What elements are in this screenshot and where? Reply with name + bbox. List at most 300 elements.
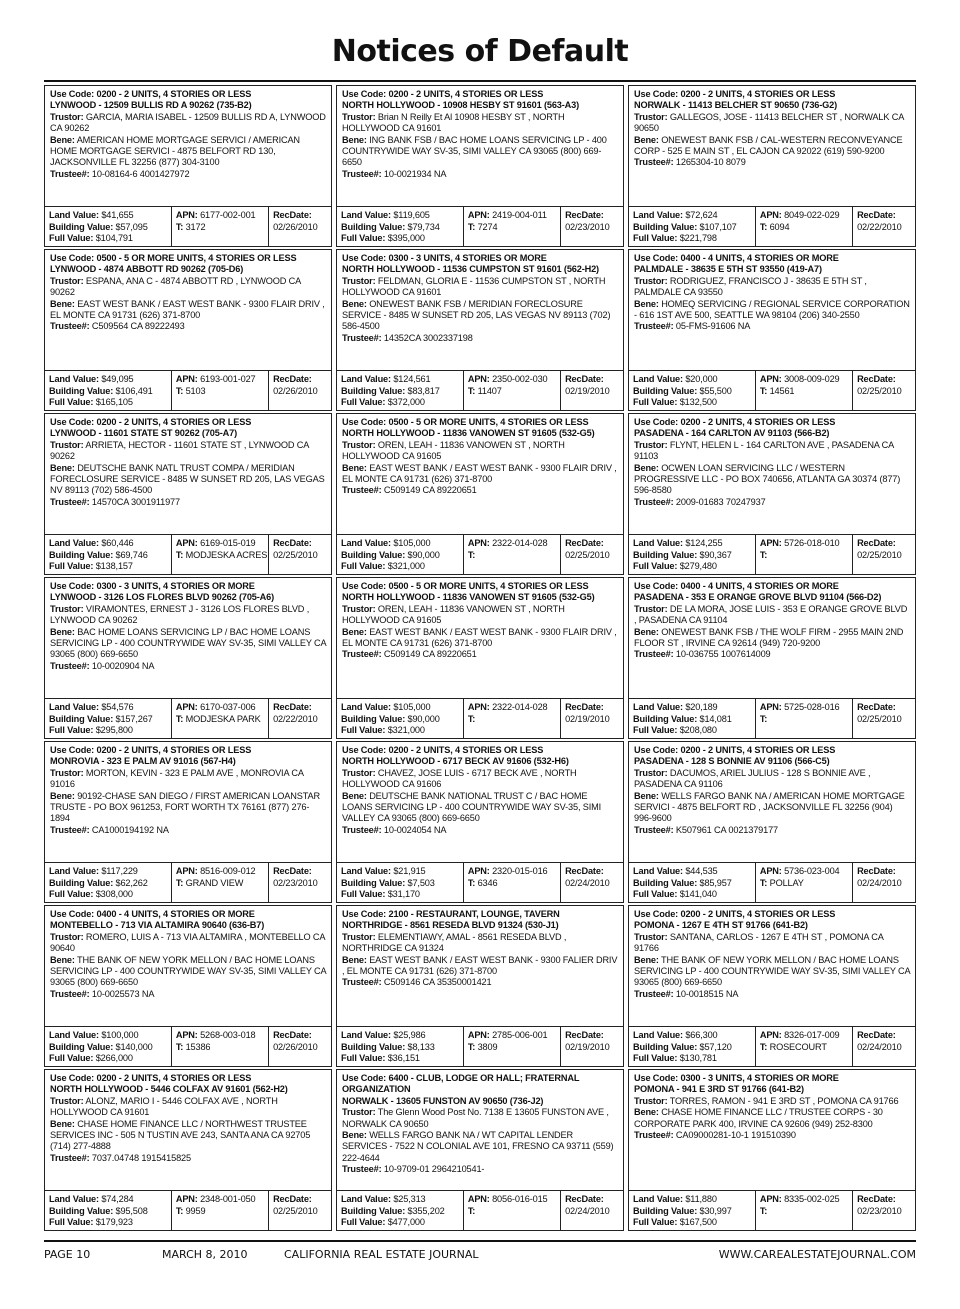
- values-cell: [629, 207, 755, 246]
- building-value-label: Building Value:: [341, 221, 406, 232]
- notice-body: [337, 1070, 623, 1190]
- use-code: Use Code: 2100 - RESTAURANT, LOUNGE, TAVERN: [342, 909, 560, 919]
- recdate-value: 02/19/2010: [565, 385, 610, 396]
- apn-line: [176, 702, 265, 714]
- apn-label: APN:: [175, 702, 198, 712]
- trustor-value: ELEMENTIAWY, AMAL - 8561 RESEDA BLVD , NORTHRIDGE CA 91324: [342, 931, 567, 954]
- beneficiary-value: THE BANK OF NEW YORK MELLON / BAC HOME LOANS SERVICING LP - 400 COUNTRYWIDE WAY SV-35, SIMI VALLEY CA 93065 (800) 669-6650: [634, 954, 910, 988]
- recdate-value: 02/25/2010: [273, 549, 318, 560]
- apn-label: APN:: [759, 1194, 782, 1204]
- beneficiary-label: Bene:: [342, 462, 367, 473]
- land-value-line: [633, 538, 752, 550]
- tract-line: [760, 878, 849, 890]
- building-value: $90,367: [699, 549, 732, 560]
- trustee-number-line: [634, 497, 910, 508]
- building-value-line: [633, 1042, 752, 1054]
- apn-line: [760, 374, 849, 386]
- value-table: [629, 534, 915, 574]
- trustor-line: [342, 932, 618, 955]
- values-cell: [337, 863, 463, 902]
- apn-cell: [755, 1027, 852, 1066]
- beneficiary-line: [50, 1119, 326, 1153]
- values-cell: [337, 207, 463, 246]
- land-value: $105,000: [393, 538, 431, 548]
- beneficiary-line: [50, 627, 326, 661]
- trustee-number-line: [634, 649, 910, 660]
- trustor-line: [50, 932, 326, 955]
- trustor-value: SANTANA, CARLOS - 1267 E 4TH ST , POMONA CA 91766: [634, 931, 884, 954]
- tract-value: ROSECOURT: [769, 1041, 827, 1052]
- apn-label: APN:: [759, 210, 782, 220]
- land-value: $41,655: [101, 210, 134, 220]
- apn-label: APN:: [759, 866, 782, 876]
- notice-body: [337, 250, 623, 370]
- trustor-line: [634, 112, 910, 135]
- recdate-value: 02/22/2010: [273, 713, 318, 724]
- building-value: $57,095: [115, 221, 148, 232]
- full-value-line: [49, 233, 168, 245]
- trustor-line: [634, 768, 910, 791]
- tract-value: MODJESKA ACRES: [185, 549, 268, 560]
- apn-label: APN:: [467, 374, 490, 384]
- recdate-cell: [268, 535, 331, 574]
- property-address: LYNWOOD - 3126 LOS FLORES BLVD 90262 (705-A6): [50, 592, 275, 603]
- notice-card: [628, 741, 916, 903]
- trustor-line: [50, 440, 326, 463]
- property-address: NORTH HOLLYWOOD - 11836 VANOWEN ST 91605 (532-G5): [342, 428, 595, 439]
- trustor-value: CHAVEZ, JOSE LUIS - 6717 BECK AVE , NORTH HOLLYWOOD CA 91606: [342, 767, 577, 790]
- land-value-label: Land Value:: [341, 702, 391, 712]
- land-value: $49,095: [101, 374, 134, 384]
- apn-line: [760, 538, 849, 550]
- building-value-label: Building Value:: [341, 385, 406, 396]
- land-value-line: [341, 538, 460, 550]
- apn-label: APN:: [175, 1194, 198, 1204]
- trustee-number-value: C509149 CA 89220651: [383, 485, 477, 496]
- beneficiary-line: [634, 135, 910, 158]
- apn-value: 5726-018-010: [784, 538, 840, 548]
- trustee-number-value: 7037.04748 1915415825: [91, 1152, 191, 1163]
- trustor-label: Trustor:: [634, 1095, 668, 1106]
- beneficiary-line: [342, 791, 618, 825]
- full-value-label: Full Value:: [633, 1217, 678, 1228]
- beneficiary-line: [634, 627, 910, 650]
- value-table: [629, 698, 915, 738]
- apn-cell: [755, 699, 852, 738]
- beneficiary-line: [342, 955, 618, 978]
- use-code: Use Code: 0500 - 5 OR MORE UNITS, 4 STORIES OR LESS: [50, 253, 297, 263]
- trustor-label: Trustor:: [634, 275, 668, 286]
- land-value: $25,986: [393, 1030, 426, 1040]
- trustor-label: Trustor:: [342, 931, 376, 942]
- apn-line: [468, 1194, 557, 1206]
- footer-rule: [44, 1240, 916, 1242]
- recdate-value: 02/24/2010: [857, 877, 902, 888]
- apn-line: [176, 210, 265, 222]
- apn-cell: [171, 699, 268, 738]
- apn-cell: [463, 207, 560, 246]
- apn-cell: [463, 535, 560, 574]
- trustee-number-value: CA09000281-10-1 191510390: [675, 1130, 796, 1141]
- recdate-cell: [852, 371, 915, 410]
- notice-column: [44, 85, 332, 1231]
- notice-column: [336, 85, 624, 1231]
- values-cell: [337, 535, 463, 574]
- values-cell: [629, 535, 755, 574]
- value-table: [45, 206, 331, 246]
- beneficiary-label: Bene:: [342, 790, 367, 801]
- trustor-value: RODRIGUEZ, FRANCISCO J - 38635 E 5TH ST , PALMDALE CA 93550: [634, 275, 867, 298]
- land-value: $124,255: [685, 538, 723, 548]
- value-table: [45, 862, 331, 902]
- apn-line: [468, 702, 557, 714]
- trustee-number-label: Trustee#:: [634, 649, 674, 660]
- trustor-line: [342, 112, 618, 135]
- full-value-line: [341, 233, 460, 245]
- building-value-line: [633, 386, 752, 398]
- notice-card: [44, 741, 332, 903]
- building-value-line: [633, 878, 752, 890]
- use-code: Use Code: 0300 - 3 UNITS, 4 STORIES OR MORE: [50, 581, 255, 591]
- apn-line: [468, 210, 557, 222]
- beneficiary-line: [50, 791, 326, 825]
- beneficiary-value: EAST WEST BANK / EAST WEST BANK - 9300 FLAIR DRIV , EL MONTE CA 91731 (626) 371-8700: [342, 626, 617, 649]
- land-value-label: Land Value:: [49, 1030, 99, 1040]
- tract-value: 9959: [185, 1205, 206, 1216]
- notice-body: [629, 1070, 915, 1190]
- footer-page-number: PAGE 10: [44, 1248, 91, 1261]
- apn-value: 2322-014-028: [492, 702, 548, 712]
- land-value: $60,446: [101, 538, 134, 548]
- trustee-number-value: 10-0018515 NA: [675, 988, 739, 999]
- property-address: LYNWOOD - 4874 ABBOTT RD 90262 (705-D6): [50, 264, 244, 275]
- value-table: [629, 862, 915, 902]
- trustee-number-line: [50, 497, 326, 508]
- apn-label: APN:: [759, 702, 782, 712]
- apn-line: [760, 702, 849, 714]
- notice-body: [45, 906, 331, 1026]
- footer-website[interactable]: WWW.CAREALESTATEJOURNAL.COM: [718, 1248, 916, 1261]
- notice-card: [336, 85, 624, 247]
- full-value-label: Full Value:: [341, 725, 386, 736]
- full-value-label: Full Value:: [341, 233, 386, 244]
- page-title: Notices of Default: [331, 34, 629, 69]
- apn-cell: [755, 371, 852, 410]
- value-table: [629, 206, 915, 246]
- property-address: PASADENA - 353 E ORANGE GROVE BLVD 91104 (566-D2): [634, 592, 882, 603]
- property-address: NORWALK - 13605 FUNSTON AV 90650 (736-J2): [342, 1095, 544, 1106]
- tract-label: T:: [759, 385, 768, 396]
- value-table: [337, 534, 623, 574]
- trustor-label: Trustor:: [634, 767, 668, 778]
- notice-body: [629, 250, 915, 370]
- apn-label: APN:: [467, 866, 490, 876]
- trustee-number-value: K507961 CA 0021379177: [675, 824, 778, 835]
- apn-cell: [171, 863, 268, 902]
- values-cell: [45, 699, 171, 738]
- trustee-number-line: [342, 649, 618, 660]
- building-value: $355,202: [407, 1205, 445, 1216]
- trustor-label: Trustor:: [634, 603, 668, 614]
- building-value-label: Building Value:: [633, 1041, 698, 1052]
- trustor-line: [342, 440, 618, 463]
- apn-value: 2350-002-030: [492, 374, 548, 384]
- land-value: $117,229: [101, 866, 138, 876]
- land-value-label: Land Value:: [633, 702, 683, 712]
- use-code: Use Code: 0200 - 2 UNITS, 4 STORIES OR LESS: [634, 909, 836, 919]
- recdate-cell: [268, 863, 331, 902]
- recdate-label: RecDate:: [273, 1030, 312, 1040]
- trustee-number-value: 14570CA 3001911977: [91, 496, 180, 507]
- trustor-value: OREN, LEAH - 11836 VANOWEN ST , NORTH HOLLYWOOD CA 91605: [342, 439, 565, 462]
- land-value: $25,313: [393, 1194, 426, 1204]
- trustee-number-value: 10-036755 1007614009: [675, 649, 771, 660]
- value-table: [629, 370, 915, 410]
- recdate-label: RecDate:: [565, 374, 604, 384]
- full-value-label: Full Value:: [633, 397, 678, 408]
- notice-body: [45, 86, 331, 206]
- apn-label: APN:: [467, 538, 490, 548]
- land-value-line: [633, 210, 752, 222]
- recdate-value: 02/24/2010: [565, 877, 610, 888]
- notice-card: [44, 1069, 332, 1231]
- land-value: $124,561: [393, 374, 431, 384]
- recdate-label: RecDate:: [565, 866, 604, 876]
- values-cell: [45, 863, 171, 902]
- trustor-label: Trustor:: [342, 439, 376, 450]
- full-value-label: Full Value:: [633, 725, 678, 736]
- land-value-label: Land Value:: [49, 374, 99, 384]
- land-value: $119,605: [393, 210, 430, 220]
- trustee-number-label: Trustee#:: [342, 824, 382, 835]
- apn-line: [468, 1030, 557, 1042]
- apn-value: 2322-014-028: [492, 538, 548, 548]
- apn-value: 6170-037-006: [200, 702, 256, 712]
- trustee-number-label: Trustee#:: [342, 977, 382, 988]
- building-value-label: Building Value:: [341, 1205, 406, 1216]
- beneficiary-label: Bene:: [634, 626, 659, 637]
- use-code: Use Code: 0500 - 5 OR MORE UNITS, 4 STORIES OR LESS: [342, 417, 589, 427]
- recdate-cell: [560, 1191, 623, 1230]
- apn-label: APN:: [759, 1030, 782, 1040]
- recdate-cell: [852, 535, 915, 574]
- use-code: Use Code: 0400 - 4 UNITS, 4 STORIES OR MORE: [50, 909, 255, 919]
- values-cell: [45, 535, 171, 574]
- beneficiary-value: CHASE HOME FINANCE LLC / TRUSTEE CORPS - 30 CORPORATE PARK 400, IRVINE CA 92606 (949) 252-8300: [634, 1107, 883, 1129]
- full-value-line: [633, 725, 752, 737]
- value-table: [337, 862, 623, 902]
- notice-card: [44, 85, 332, 247]
- tract-label: T:: [467, 713, 476, 724]
- full-value-label: Full Value:: [633, 561, 678, 572]
- land-value-label: Land Value:: [341, 1030, 391, 1040]
- beneficiary-line: [342, 299, 618, 333]
- trustee-number-value: CA1000194192 NA: [91, 824, 169, 835]
- beneficiary-label: Bene:: [634, 1107, 659, 1118]
- full-value-label: Full Value:: [341, 397, 386, 408]
- trustor-value: OREN, LEAH - 11836 VANOWEN ST , NORTH HOLLYWOOD CA 91605: [342, 603, 565, 626]
- land-value-label: Land Value:: [633, 1030, 683, 1040]
- trustee-number-line: [342, 333, 618, 344]
- value-table: [629, 1190, 915, 1230]
- trustee-number-line: [50, 321, 326, 332]
- tract-line: [176, 222, 265, 234]
- tract-label: T:: [467, 549, 476, 560]
- building-value-label: Building Value:: [49, 1205, 114, 1216]
- tract-line: [176, 1206, 265, 1218]
- tract-line: [468, 222, 557, 234]
- notice-body: [337, 742, 623, 862]
- land-value-line: [49, 702, 168, 714]
- value-table: [337, 206, 623, 246]
- trustee-number-value: 10-0021934 NA: [383, 168, 447, 179]
- building-value: $14,081: [699, 713, 732, 724]
- beneficiary-value: EAST WEST BANK / EAST WEST BANK - 9300 FALIER DRIV , EL MONTE CA 91731 (626) 371-8700: [342, 954, 618, 977]
- property-address: NORTH HOLLYWOOD - 10908 HESBY ST 91601 (563-A3): [342, 100, 580, 111]
- land-value-line: [633, 374, 752, 386]
- trustee-number-label: Trustee#:: [634, 1130, 674, 1141]
- trustor-line: [50, 768, 326, 791]
- building-value-line: [49, 878, 168, 890]
- full-value-line: [49, 725, 168, 737]
- building-value-line: [633, 550, 752, 562]
- tract-line: [760, 1206, 849, 1218]
- full-value-label: Full Value:: [49, 233, 94, 244]
- apn-value: 5268-003-018: [200, 1030, 256, 1040]
- tract-line: [760, 1042, 849, 1054]
- trustor-value: ARRIETA, HECTOR - 11601 STATE ST , LYNWOOD CA 90262: [50, 439, 309, 462]
- recdate-value: 02/22/2010: [857, 221, 902, 232]
- recdate-value: 02/25/2010: [857, 385, 902, 396]
- trustee-number-line: [634, 1130, 910, 1141]
- beneficiary-value: WELLS FARGO BANK NA / WT CAPITAL LENDER SERVICES - 7522 N COLONIAL AVE 101, FRESNO CA 93711 (559) 222-4644: [342, 1130, 614, 1163]
- full-value-line: [341, 1053, 460, 1065]
- apn-line: [176, 374, 265, 386]
- tract-value: 6094: [769, 221, 790, 232]
- notice-body: [629, 414, 915, 534]
- trustee-number-value: 1265304-10 8079: [675, 157, 746, 168]
- tract-line: [468, 878, 557, 890]
- full-value-line: [633, 561, 752, 573]
- property-address: LYNWOOD - 12509 BULLIS RD A 90262 (735-B2): [50, 100, 252, 111]
- full-value: $321,000: [387, 561, 425, 572]
- values-cell: [629, 699, 755, 738]
- tract-value: 11407: [477, 385, 502, 396]
- recdate-cell: [268, 207, 331, 246]
- full-value: $132,500: [679, 397, 717, 408]
- trustee-number-label: Trustee#:: [634, 321, 674, 332]
- trustee-number-line: [342, 1164, 618, 1175]
- tract-line: [760, 386, 849, 398]
- apn-line: [468, 866, 557, 878]
- trustee-number-value: 10-0025573 NA: [91, 988, 155, 999]
- apn-value: 2419-004-011: [492, 210, 547, 220]
- trustee-number-label: Trustee#:: [50, 496, 90, 507]
- trustor-label: Trustor:: [634, 111, 668, 122]
- trustor-label: Trustor:: [342, 111, 376, 122]
- trustee-number-label: Trustee#:: [342, 1164, 382, 1175]
- tract-label: T:: [467, 1041, 476, 1052]
- building-value-label: Building Value:: [633, 713, 698, 724]
- tract-label: T:: [759, 221, 768, 232]
- trustor-value: VIRAMONTES, ERNEST J - 3126 LOS FLORES BLVD , LYNWOOD CA 90262: [50, 603, 310, 626]
- full-value-line: [633, 233, 752, 245]
- full-value-line: [49, 397, 168, 409]
- beneficiary-line: [342, 627, 618, 650]
- recdate-cell: [560, 371, 623, 410]
- trustee-number-value: C509149 CA 89220651: [383, 649, 477, 660]
- building-value: $90,000: [407, 549, 440, 560]
- trustee-number-label: Trustee#:: [50, 1152, 90, 1163]
- use-code: Use Code: 0200 - 2 UNITS, 4 STORIES OR LESS: [634, 745, 836, 755]
- property-address: NORTHRIDGE - 8561 RESEDA BLVD 91324 (530-J1): [342, 920, 559, 931]
- full-value: $179,923: [95, 1217, 133, 1228]
- trustee-number-label: Trustee#:: [634, 496, 674, 507]
- use-code: Use Code: 0200 - 2 UNITS, 4 STORIES OR LESS: [634, 89, 836, 99]
- building-value-label: Building Value:: [341, 1041, 406, 1052]
- apn-cell: [755, 207, 852, 246]
- apn-label: APN:: [175, 210, 198, 220]
- recdate-value: 02/24/2010: [565, 1205, 610, 1216]
- apn-cell: [755, 535, 852, 574]
- apn-value: 6169-015-019: [200, 538, 256, 548]
- trustee-number-line: [634, 989, 910, 1000]
- building-value-line: [341, 386, 460, 398]
- tract-value: GRAND VIEW: [185, 877, 244, 888]
- recdate-value: 02/25/2010: [565, 549, 610, 560]
- apn-cell: [463, 1027, 560, 1066]
- tract-value: 14561: [769, 385, 795, 396]
- building-value: $95,508: [115, 1205, 148, 1216]
- recdate-label: RecDate:: [857, 1030, 896, 1040]
- trustee-number-value: 10-08164-6 4001427972: [91, 168, 190, 179]
- full-value-label: Full Value:: [341, 889, 386, 900]
- notice-card: [336, 577, 624, 739]
- trustee-number-line: [342, 485, 618, 496]
- land-value: $105,000: [393, 702, 431, 712]
- beneficiary-label: Bene:: [50, 1118, 75, 1129]
- land-value-line: [49, 210, 168, 222]
- beneficiary-label: Bene:: [634, 462, 659, 473]
- full-value-label: Full Value:: [49, 889, 94, 900]
- trustor-value: ESPANA, ANA C - 4874 ABBOTT RD , LYNWOOD CA 90262: [50, 275, 301, 298]
- trustor-label: Trustor:: [342, 767, 376, 778]
- building-value-line: [341, 222, 460, 234]
- recdate-cell: [268, 1191, 331, 1230]
- building-value: $83,817: [407, 385, 440, 396]
- recdate-value: 02/26/2010: [273, 385, 318, 396]
- trustee-number-value: C509564 CA 89222493: [91, 321, 185, 332]
- trustor-line: [50, 1096, 326, 1119]
- land-value-label: Land Value:: [341, 210, 391, 220]
- full-value: $395,000: [387, 233, 425, 244]
- land-value-line: [633, 702, 752, 714]
- header-rule: [44, 80, 916, 82]
- trustor-line: [342, 768, 618, 791]
- building-value-line: [633, 222, 752, 234]
- trustor-value: DE LA MORA, JOSE LUIS - 353 E ORANGE GROVE BLVD , PASADENA CA 91104: [634, 603, 908, 626]
- notice-card: [628, 413, 916, 575]
- recdate-cell: [560, 207, 623, 246]
- recdate-value: 02/19/2010: [565, 713, 610, 724]
- recdate-cell: [268, 371, 331, 410]
- beneficiary-label: Bene:: [342, 134, 367, 145]
- apn-line: [176, 1194, 265, 1206]
- tract-label: T:: [467, 1205, 476, 1216]
- notice-body: [45, 1070, 331, 1190]
- beneficiary-value: HOMEQ SERVICING / REGIONAL SERVICE CORPORATION - 616 1ST AVE 500, SEATTLE WA 98104 (206) 340-2550: [634, 298, 910, 321]
- property-address: NORTH HOLLYWOOD - 11836 VANOWEN ST 91605 (532-G5): [342, 592, 595, 603]
